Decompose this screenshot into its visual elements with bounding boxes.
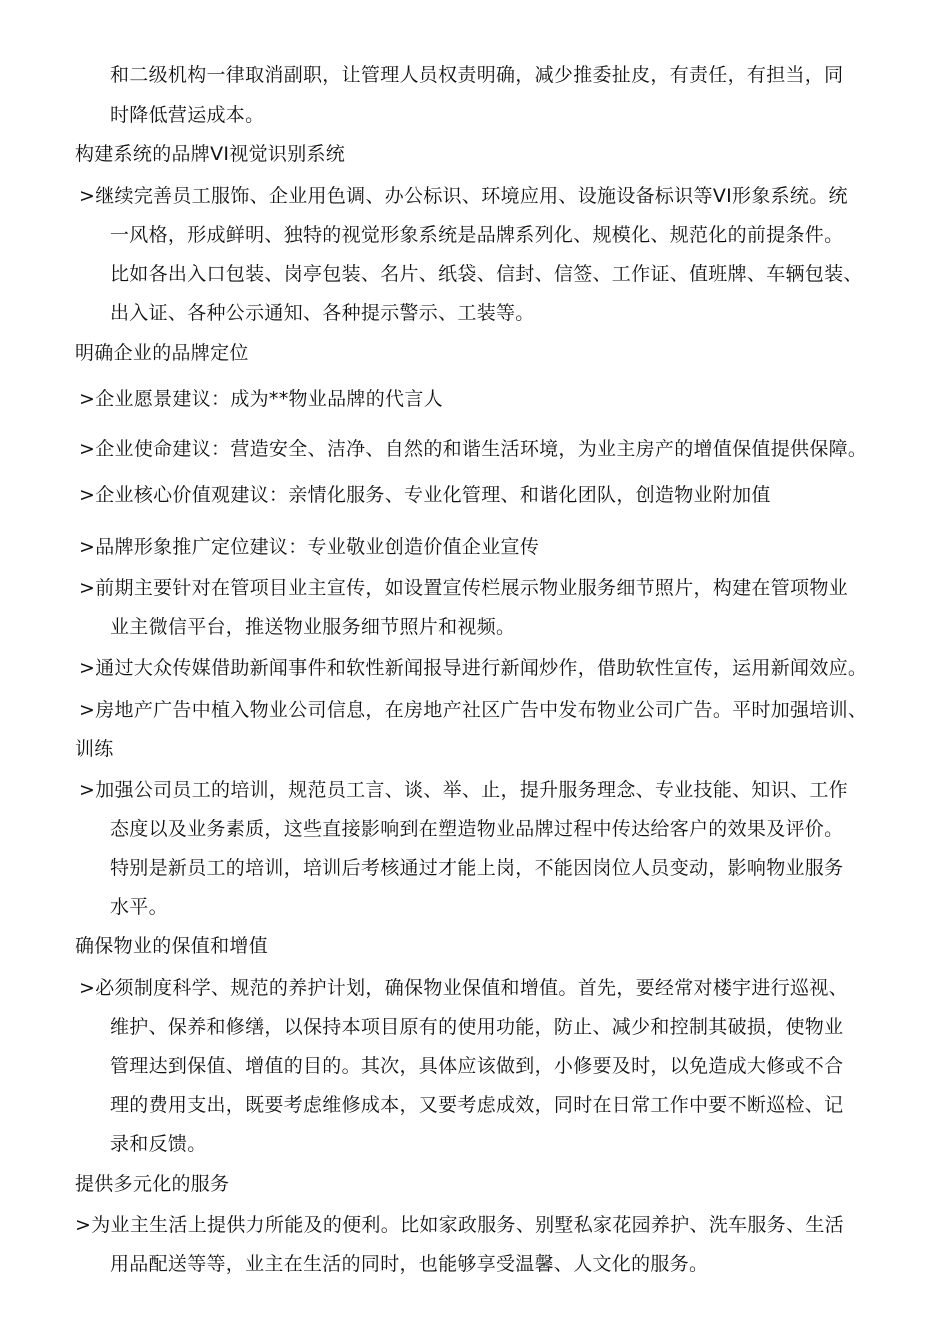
text-line: 态度以及业务素质，这些直接影响到在塑造物业品牌过程中传达给客户的效果及评价。 <box>110 818 844 840</box>
bullet-line: >企业愿景建议：成为**物业品牌的代言人 <box>79 388 443 410</box>
bullet-line: >通过大众传媒借助新闻事件和软性新闻报导进行新闻炒作，借助软性宣传，运用新闻效应。 <box>79 657 868 679</box>
bullet-line: >必须制度科学、规范的养护计划，确保物业保值和增值。首先，要经常对楼宇进行巡视、 <box>79 977 848 999</box>
section-heading: 确保物业的保值和增值 <box>75 935 269 957</box>
bullet-line: >继续完善员工服饰、企业用色调、办公标识、环境应用、设施设备标识等VI形象系统。统 <box>79 185 848 207</box>
text-line: 录和反馈。 <box>110 1133 207 1155</box>
bullet-line: >企业核心价值观建议：亲情化服务、专业化管理、和谐化团队，创造物业附加值 <box>79 484 771 506</box>
text-line: 管理达到保值、增值的目的。其次，具体应该做到，小修要及时，以免造成大修或不合 <box>110 1055 844 1077</box>
text-line: 一风格，形成鲜明、独特的视觉形象系统是品牌系列化、规模化、规范化的前提条件。 <box>110 224 844 246</box>
bullet-line: >加强公司员工的培训，规范员工言、谈、举、止，提升服务理念、专业技能、知识、工作 <box>79 779 848 801</box>
bullet-line: >企业使命建议：营造安全、洁净、自然的和谐生活环境，为业主房产的增值保值提供保障。 <box>79 438 868 460</box>
text-line: 特别是新员工的培训，培训后考核通过才能上岗，不能因岗位人员变动，影响物业服务 <box>110 857 844 879</box>
text-line: 维护、保养和修缮，以保持本项目原有的使用功能，防止、减少和控制其破损，使物业 <box>110 1016 844 1038</box>
text-line: 水平。 <box>110 896 168 918</box>
text-line: 比如各出入口包装、岗亭包装、名片、纸袋、信封、信签、工作证、值班牌、车辆包装、 <box>110 263 863 285</box>
text-line: 理的费用支出，既要考虑维修成本，又要考虑成效，同时在日常工作中要不断巡检、记 <box>110 1094 844 1116</box>
bullet-line: >前期主要针对在管项目业主宣传，如设置宣传栏展示物业服务细节照片，构建在管项物业 <box>79 577 848 599</box>
section-heading: 明确企业的品牌定位 <box>75 342 249 364</box>
text-line: 业主微信平台，推送物业服务细节照片和视频。 <box>110 616 516 638</box>
bullet-line: >为业主生活上提供力所能及的便利。比如家政服务、别墅私家花园养护、洗车服务、生活 <box>75 1214 844 1236</box>
text-line: 用品配送等等，业主在生活的同时，也能够享受温馨、人文化的服务。 <box>110 1253 709 1275</box>
section-heading: 训练 <box>75 738 114 760</box>
section-heading: 提供多元化的服务 <box>75 1173 230 1195</box>
text-line: 出入证、各种公示通知、各种提示警示、工装等。 <box>110 302 535 324</box>
bullet-line: >房地产广告中植入物业公司信息，在房地产社区广告中发布物业公司广告。平时加强培训、 <box>79 699 868 721</box>
text-line: 和二级机构一律取消副职，让管理人员权责明确，减少推委扯皮，有责任，有担当，同 <box>110 64 844 86</box>
section-heading: 构建系统的品牌VI视觉识别系统 <box>75 143 346 165</box>
text-line: 时降低营运成本。 <box>110 104 265 126</box>
bullet-line: >品牌形象推广定位建议：专业敬业创造价值企业宣传 <box>79 536 540 558</box>
